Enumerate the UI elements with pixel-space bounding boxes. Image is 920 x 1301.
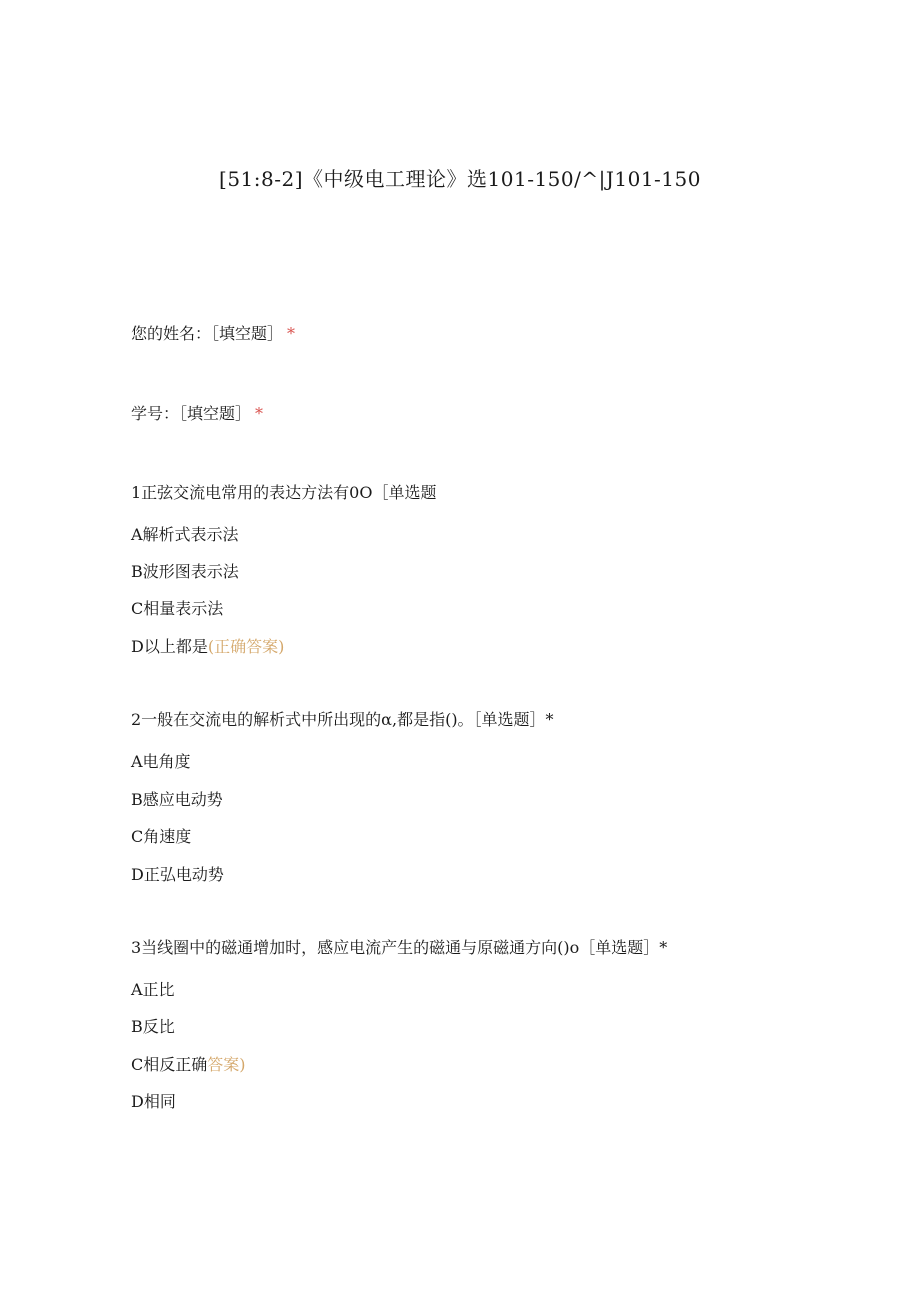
required-marker: *: [287, 324, 296, 343]
q3-option-b[interactable]: [131, 1016, 175, 1038]
correct-answer-note: 答案): [207, 1055, 246, 1074]
option-label: B波形图表示法: [131, 562, 239, 581]
question-2-text: 2一般在交流电的解析式中所出现的α,都是指()。［单选题］*: [131, 710, 554, 729]
option-label: D以上都是: [131, 637, 208, 656]
option-label: C相量表示法: [131, 599, 224, 618]
q1-option-b[interactable]: [131, 561, 239, 583]
q2-option-c[interactable]: [131, 826, 191, 848]
option-label: D正弘电动势: [131, 865, 224, 884]
q1-option-d[interactable]: [131, 636, 284, 658]
option-label: C相反正确: [131, 1055, 208, 1074]
option-label: C角速度: [131, 827, 192, 846]
q2-option-b[interactable]: [131, 789, 223, 811]
option-label: A正比: [131, 980, 175, 999]
option-label: B感应电动势: [131, 790, 223, 809]
question-1-text: 1正弦交流电常用的表达方法有0O［单选题: [131, 483, 437, 502]
correct-answer-note: (正确答案): [207, 637, 285, 656]
option-label: A电角度: [131, 752, 191, 771]
name-field-text: 您的姓名：［填空题］: [131, 324, 284, 343]
required-marker: *: [255, 404, 264, 423]
option-label: B反比: [131, 1017, 175, 1036]
q3-option-c[interactable]: [131, 1054, 246, 1076]
q2-option-a[interactable]: [131, 751, 191, 773]
page-title: [51:8-2]《中级电工理论》选101-150/^|J101-150: [219, 167, 701, 191]
question-3-text: 3当线圈中的磁通增加时，感应电流产生的磁通与原磁通方向()o［单选题］*: [131, 938, 668, 957]
q1-option-a[interactable]: [131, 524, 239, 546]
q2-option-d[interactable]: [131, 864, 224, 886]
option-label: A解析式表示法: [131, 525, 239, 544]
q3-option-a[interactable]: [131, 979, 175, 1001]
name-field-label: [131, 323, 295, 345]
option-label: D相同: [131, 1092, 176, 1111]
student-id-field-text: 学号：［填空题］: [131, 404, 252, 423]
q3-option-d[interactable]: [131, 1091, 176, 1113]
student-id-field-label: [131, 403, 263, 425]
q1-option-c[interactable]: [131, 598, 223, 620]
